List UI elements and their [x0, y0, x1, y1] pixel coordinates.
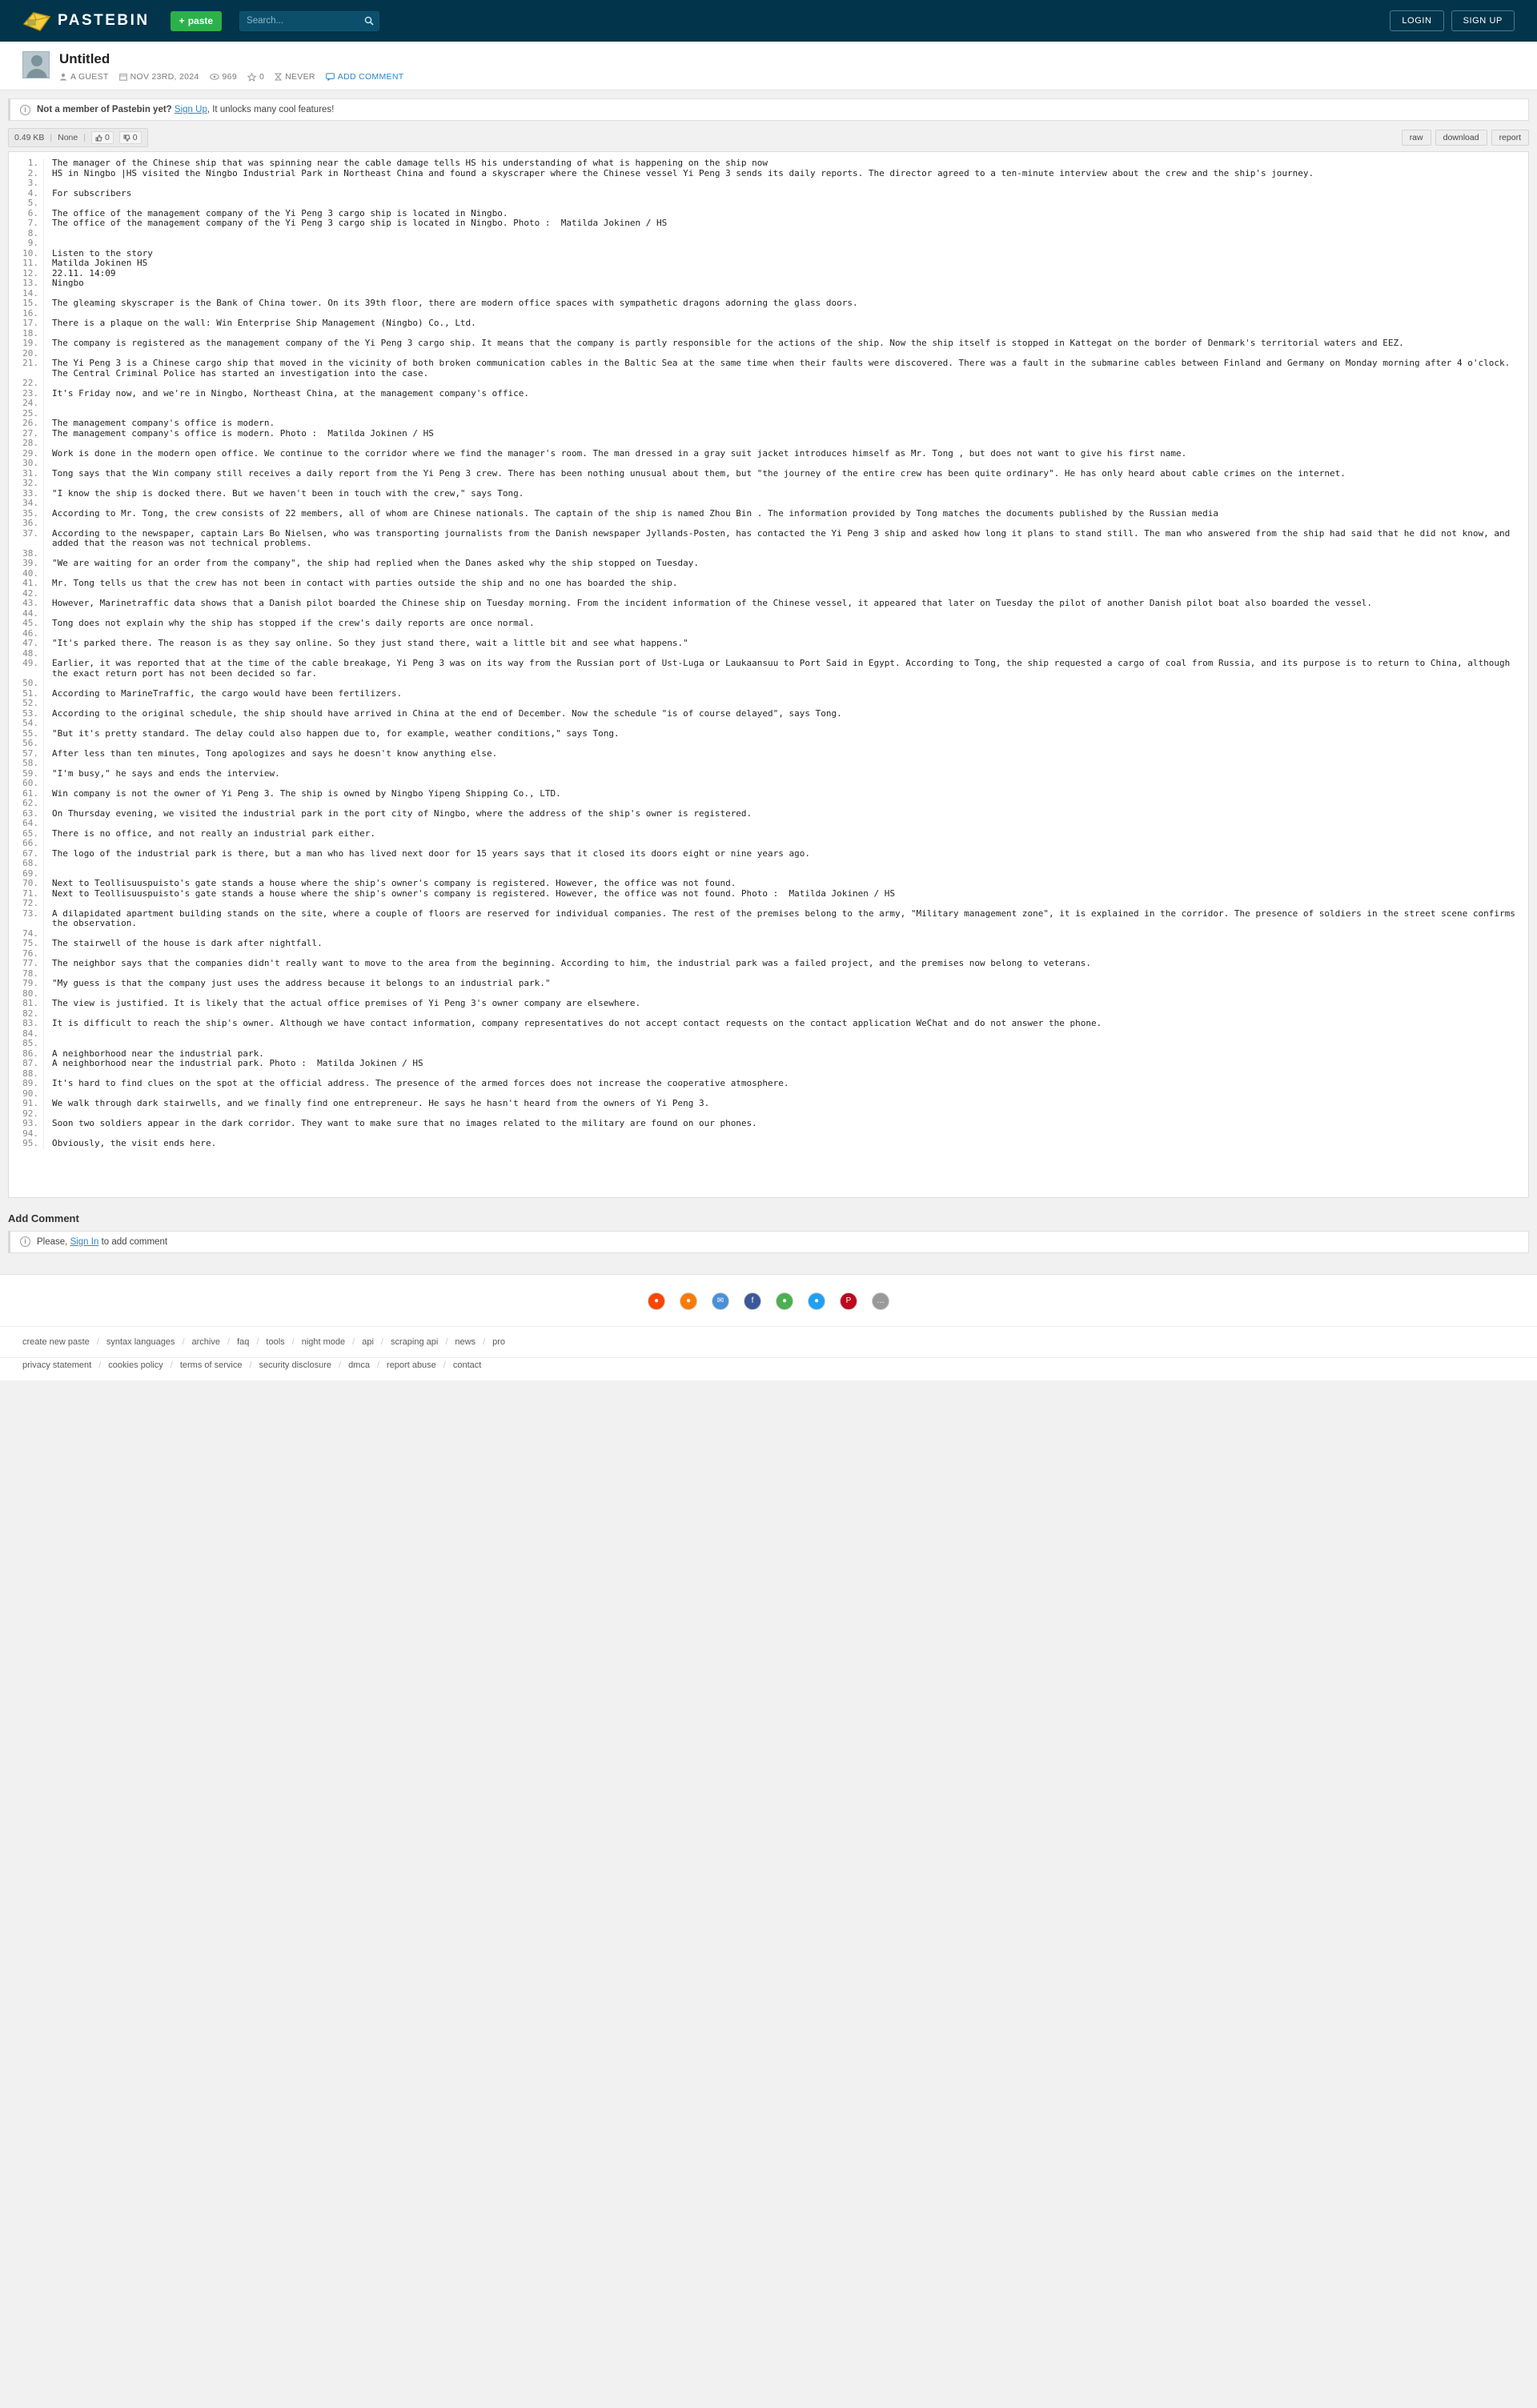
paste-line: However, Marinetraffic data shows that a Danish pilot boarded the Chinese ship on Tuesday morning. From the incident information of the Chinese vessel, it appeared that later on Tuesday the pilot of another Danish pilot boat also boarded the vessel. [52, 598, 1373, 608]
line-number: 46. [22, 627, 38, 639]
thumbs-down-icon [123, 134, 130, 142]
footer-divider: / [376, 1360, 380, 1370]
paste-line [52, 1029, 1528, 1040]
footer-link-faq[interactable]: faq [237, 1336, 250, 1347]
like-button[interactable] [91, 131, 114, 144]
paste-header [0, 42, 1537, 90]
notice-text [37, 105, 334, 114]
line-number-gutter [9, 158, 44, 1149]
footer-divider: / [352, 1336, 355, 1347]
line-number: 16. [22, 307, 38, 319]
footer-link-syntax-languages[interactable]: syntax languages [106, 1336, 175, 1347]
paste-line [52, 839, 1528, 849]
footer-divider: / [98, 1360, 102, 1370]
top-navigation-bar [0, 0, 1537, 42]
notice-rest: , It unlocks many cool features! [207, 105, 335, 114]
footer-divider: / [182, 1336, 185, 1347]
paste-line: "But it's pretty standard. The delay could also happen due to, for example, weather conditions," says Tong. [52, 727, 620, 739]
paste-line: The office of the management company of the Yi Peng 3 cargo ship is located in Ningbo. [52, 207, 508, 218]
eye-icon [210, 73, 219, 81]
line-number: 74. [22, 928, 38, 939]
line-number: 3. [27, 178, 38, 188]
line-number: 22. [22, 378, 38, 388]
page-body [0, 42, 1537, 1380]
footer-divider: / [339, 1360, 342, 1370]
meta-author-label: A GUEST [70, 72, 109, 82]
line-number: 63. [22, 807, 38, 819]
line-number: 43. [22, 598, 38, 608]
signup-button[interactable]: SIGN UP [1451, 10, 1515, 31]
footer-divider: / [227, 1336, 231, 1347]
line-number: 56. [22, 738, 38, 748]
signin-text [37, 1237, 167, 1247]
login-button[interactable]: LOGIN [1390, 10, 1443, 31]
line-number: 75. [22, 938, 38, 948]
footer-links-secondary [0, 1357, 1537, 1380]
line-number: 6. [27, 207, 38, 218]
paste-line [52, 198, 1528, 209]
notice-signup-link[interactable]: Sign Up [174, 105, 207, 114]
line-number: 57. [22, 747, 38, 759]
pinterest-icon[interactable]: P [840, 1292, 857, 1310]
line-number: 76. [22, 948, 38, 959]
dislike-button[interactable] [119, 131, 142, 144]
line-number: 77. [22, 958, 38, 968]
notice-bold: Not a member of Pastebin yet? [37, 105, 172, 114]
paste-line [52, 1039, 1528, 1049]
paste-line [52, 819, 1528, 829]
line-number: 58. [22, 758, 38, 768]
paste-line [52, 459, 1528, 469]
line-number: 44. [22, 607, 38, 619]
line-number: 60. [22, 778, 38, 788]
star-icon [247, 73, 256, 82]
line-number: 82. [22, 1008, 38, 1019]
paste-line: Tong does not explain why the ship has stopped if the crew's daily reports are once normal. [52, 618, 535, 628]
paste-line: The stairwell of the house is dark after nightfall. [52, 938, 323, 948]
paste-line: "It's parked there. The reason is as they say online. So they just stand there, wait a little bit and see what happens." [52, 638, 688, 648]
line-number: 87. [22, 1058, 38, 1068]
paste-line: Mr. Tong tells us that the crew has not been in contact with parties outside the ship and no one has boarded the ship. [52, 578, 678, 588]
line-number: 78. [22, 968, 38, 979]
line-number: 65. [22, 827, 38, 839]
paste-line [52, 859, 1528, 869]
paste-size: 0.49 KB [14, 133, 45, 142]
line-number: 15. [22, 298, 38, 308]
line-number: 92. [22, 1108, 38, 1119]
paste-line: The view is justified. It is likely that the actual office premises of Yi Peng 3's owner company are elsewhere. [52, 998, 641, 1008]
meta-favorites [247, 72, 264, 82]
line-number: 91. [22, 1098, 38, 1108]
new-paste-label: paste [187, 15, 214, 26]
signin-to-comment-notice [8, 1231, 1529, 1253]
meta-favorites-count: 0 [259, 72, 265, 82]
line-number: 11. [22, 258, 38, 268]
paste-line: According to the newspaper, captain Lars Bo Nielsen, who was transporting journalists from the Danish newspaper Jyllands-Posten, has contacted the Yi Peng 3 ship and asked how long it plans to stand still. The man who answered from the ship had said that he did not know, and added that the reason was not technical problems. [52, 527, 1515, 548]
line-number: 42. [22, 587, 38, 599]
signin-rest: to add comment [101, 1236, 168, 1247]
paste-line: It's Friday now, and we're in Ningbo, Northeast China, at the management company's office. [52, 387, 530, 399]
paste-line [52, 1129, 1528, 1140]
footer-link-create-new-paste[interactable]: create new paste [22, 1336, 90, 1347]
footer-links-primary [0, 1326, 1537, 1357]
line-number: 80. [22, 988, 38, 999]
line-number: 14. [22, 287, 38, 298]
add-comment-heading: Add Comment [8, 1212, 79, 1224]
paste-line [52, 178, 1528, 189]
meta-author [59, 72, 109, 82]
footer-link-pro[interactable]: pro [492, 1336, 506, 1347]
paste-line: Work is done in the modern open office. We continue to the corridor where we find the manager's room. The man dressed in a gray suit jacket introduces himself as Mr. Tong , but does not want to give his first name. [52, 447, 1187, 459]
avatar [22, 51, 50, 78]
paste-line: "We are waiting for an order from the company", the ship had replied when the Danes asked why the ship stopped on Tuesday. [52, 558, 699, 568]
paste-line: There is no office, and not really an industrial park either. [52, 827, 375, 839]
paste-language[interactable]: None [58, 133, 78, 142]
footer-divider: / [170, 1360, 173, 1370]
line-number: 21. [22, 358, 38, 368]
line-number: 94. [22, 1128, 38, 1139]
footer-link-archive[interactable]: archive [191, 1336, 220, 1347]
line-number: 24. [22, 398, 38, 408]
line-number: 4. [27, 187, 38, 198]
reddit-icon[interactable]: ● [648, 1292, 665, 1310]
line-number: 64. [22, 818, 38, 828]
paste-line: Obviously, the visit ends here. [52, 1138, 217, 1148]
line-number: 72. [22, 898, 38, 908]
line-number: 13. [22, 278, 38, 288]
line-number: 35. [22, 507, 38, 519]
signup-notice [8, 98, 1529, 121]
line-number: 36. [22, 518, 38, 528]
line-number: 37. [22, 527, 38, 539]
hourglass-icon [275, 73, 282, 81]
footer-divider: / [445, 1336, 448, 1347]
paste-content [8, 151, 1529, 1198]
line-number: 39. [22, 558, 38, 568]
paste-line: According to MarineTraffic, the cargo would have been fertilizers. [52, 687, 403, 699]
paste-line: A neighborhood near the industrial park. Photo : Matilda Jokinen / HS [52, 1058, 423, 1068]
line-number: 33. [22, 487, 38, 499]
meta-views [210, 72, 237, 82]
paste-title-block [59, 51, 403, 82]
line-number: 2. [27, 167, 38, 178]
line-number: 62. [22, 798, 38, 808]
line-number: 20. [22, 347, 38, 359]
more-icon[interactable]: … [872, 1292, 889, 1310]
page-footer [0, 1274, 1537, 1380]
line-number: 40. [22, 567, 38, 579]
info-icon: i [20, 105, 30, 115]
paste-line: The management company's office is modern. Photo : Matilda Jokinen / HS [52, 427, 434, 439]
line-number: 5. [27, 198, 38, 208]
search-icon[interactable] [364, 16, 374, 26]
paste-line: A dilapidated apartment building stands on the site, where a couple of floors are reserved for individual companies. The rest of the premises belong to the army, "Military management zone", it is explained in the corridor. The presence of soldiers in the street scene confirms the observation. [52, 908, 1521, 928]
search-box[interactable] [239, 11, 379, 31]
paste-line: 22.11. 14:09 [52, 267, 116, 278]
line-number: 95. [22, 1138, 38, 1148]
meta-date [119, 72, 199, 82]
footer-link-terms-of-service[interactable]: terms of service [179, 1360, 243, 1370]
paste-line: Tong says that the Win company still receives a daily report from the Yi Peng 3 crew. There has been nothing unusual about them, but "the journey of the entire crew has been quite ordinary". He has only heard about cable crimes on the internet. [52, 467, 1346, 479]
signin-please: Please, [37, 1236, 68, 1247]
comment-icon [326, 73, 335, 81]
like-count: 0 [104, 133, 110, 142]
paste-line: According to Mr. Tong, the crew consists of 22 members, all of whom are Chinese nationals. The captain of the ship is named Zhou Bin . The information provided by Tong matches the documents published by the Russian media [52, 507, 1218, 519]
report-button[interactable]: report [1491, 130, 1529, 146]
line-number: 66. [22, 838, 38, 848]
footer-link-privacy-statement[interactable]: privacy statement [22, 1360, 92, 1370]
paste-line: For subscribers [52, 187, 132, 198]
line-number: 93. [22, 1118, 38, 1128]
search-input[interactable] [239, 11, 379, 31]
footer-divider: / [483, 1336, 486, 1347]
paste-line: The company is registered as the management company of the Yi Peng 3 cargo ship. It means that the company is partly responsible for the actions of the ship. Now the ship itself is stopped in Kattegat on the border of Denmark's territorial waters and EEZ. [52, 338, 1404, 348]
clock-icon[interactable]: ● [680, 1292, 697, 1310]
line-number: 71. [22, 887, 38, 899]
line-number: 38. [22, 547, 38, 559]
toolbar-separator-2: | [83, 133, 86, 142]
dislike-count: 0 [132, 133, 138, 142]
line-number: 27. [22, 427, 38, 439]
line-number: 61. [22, 787, 38, 799]
new-paste-button[interactable] [171, 11, 222, 31]
line-number: 49. [22, 658, 38, 668]
footer-divider: / [96, 1336, 99, 1347]
line-number: 55. [22, 727, 38, 739]
paste-line: The logo of the industrial park is there, but a man who has lived next door for 15 years says that it closed its doors eight or nine years ago. [52, 847, 811, 859]
line-number: 30. [22, 458, 38, 468]
paste-line [52, 499, 1528, 509]
paste-line [52, 479, 1528, 489]
facebook-icon[interactable]: f [744, 1292, 761, 1310]
line-number: 12. [22, 267, 38, 278]
thumbs-up-icon [95, 134, 102, 142]
line-number: 7. [27, 218, 38, 228]
download-button[interactable]: download [1435, 130, 1487, 146]
footer-divider: / [291, 1336, 295, 1347]
footer-link-dmca[interactable]: dmca [348, 1360, 370, 1370]
paste-line: The manager of the Chinese ship that was spinning near the cable damage tells HS his understanding of what is happening on the ship now [52, 158, 768, 168]
footer-divider: / [249, 1360, 252, 1370]
auth-actions [1390, 10, 1515, 31]
calendar-icon [119, 73, 127, 81]
paste-line: We walk through dark stairwells, and we finally find one entrepreneur. He says he hasn't heard from the owners of Yi Peng 3. [52, 1098, 710, 1108]
paste-line: Next to Teollisuuspuisto's gate stands a house where the ship's owner's company is registered. However, the office was not found. [52, 878, 736, 888]
footer-link-security-disclosure[interactable]: security disclosure [259, 1360, 331, 1370]
line-number: 69. [22, 867, 38, 879]
line-number: 25. [22, 407, 38, 419]
page-title: Untitled [59, 51, 110, 66]
line-number: 10. [22, 247, 38, 258]
paste-line: HS in Ningbo |HS visited the Ningbo Industrial Park in Northeast China and found a skyscraper where the Chinese vessel Yi Peng 3 sends its daily reports. The director agreed to a ten-minute interview about the crew and the ship's journey. [52, 167, 1314, 178]
line-number: 51. [22, 687, 38, 699]
paste-line: Matilda Jokinen HS [52, 258, 148, 268]
line-number: 59. [22, 767, 38, 779]
line-number: 70. [22, 878, 38, 888]
paste-line: There is a plaque on the wall: Win Enterprise Ship Management (Ningbo) Co., Ltd. [52, 318, 476, 328]
paste-line: A neighborhood near the industrial park. [52, 1048, 264, 1059]
paste-line [52, 779, 1528, 789]
footer-link-news[interactable]: news [455, 1336, 476, 1347]
footer-link-report-abuse[interactable]: report abuse [387, 1360, 436, 1370]
line-number: 90. [22, 1088, 38, 1099]
paste-toolbar [8, 128, 1529, 147]
paste-text-lines[interactable] [44, 158, 1528, 1149]
meta-expiry [275, 72, 315, 82]
paste-line: Ningbo [52, 278, 84, 288]
line-number: 28. [22, 438, 38, 448]
line-number: 83. [22, 1018, 38, 1028]
twitter-icon[interactable]: ● [808, 1292, 825, 1310]
line-number: 23. [22, 387, 38, 399]
paste-line: The gleaming skyscraper is the Bank of China tower. On its 39th floor, there are modern office spaces with sympathetic dragons adorning the glass doors. [52, 298, 858, 308]
paste-line: It's hard to find clues on the spot at the official address. The presence of the armed forces does not increase the cooperative atmosphere. [52, 1078, 789, 1088]
line-number: 32. [22, 478, 38, 488]
paste-line [52, 799, 1528, 809]
info-icon-2: i [20, 1236, 30, 1247]
line-number: 79. [22, 978, 38, 988]
paste-line [52, 739, 1528, 749]
line-number: 29. [22, 447, 38, 459]
paste-info-group [8, 128, 148, 147]
paste-line: Soon two soldiers appear in the dark corridor. They want to make sure that no images related to the military are found on our phones. [52, 1118, 757, 1128]
add-comment-label: ADD COMMENT [337, 72, 404, 82]
mail-icon[interactable]: ✉ [712, 1292, 729, 1310]
line-number: 48. [22, 647, 38, 659]
line-number: 85. [22, 1038, 38, 1048]
paste-line [52, 899, 1528, 909]
pastebin-logo[interactable] [22, 10, 150, 32]
paste-line: The Yi Peng 3 is a Chinese cargo ship that moved in the vicinity of both broken communication cables in the Baltic Sea at the same time when their faults were discovered. There was a fault in the submarine cables between Finland and Germany on Monday morning after 4 o'clock. The Central Criminal Police has started an investigation into the case. [52, 358, 1515, 379]
signin-link[interactable]: Sign In [70, 1236, 99, 1247]
line-number: 88. [22, 1068, 38, 1079]
footer-link-contact[interactable]: contact [452, 1360, 482, 1370]
add-comment-link[interactable] [326, 72, 404, 82]
paste-line [52, 699, 1528, 709]
paste-line [52, 399, 1528, 409]
user-icon [59, 73, 67, 81]
line-number: 17. [22, 318, 38, 328]
brand-name: PASTEBIN [58, 12, 150, 29]
meta-date-label: NOV 23RD, 2024 [130, 72, 199, 82]
paste-line [52, 759, 1528, 769]
paste-line: "My guess is that the company just uses the address because it belongs to an industrial park." [52, 978, 551, 988]
line-number: 89. [22, 1078, 38, 1088]
line-number: 34. [22, 498, 38, 508]
paste-line [52, 439, 1528, 449]
paste-line: "I'm busy," he says and ends the interview. [52, 767, 280, 779]
line-number: 8. [27, 227, 38, 238]
line-number: 73. [22, 908, 38, 919]
meta-expiry-label: NEVER [285, 72, 315, 82]
footer-link-cookies-policy[interactable]: cookies policy [108, 1360, 163, 1370]
paste-line: Earlier, it was reported that at the time of the cable breakage, Yi Peng 3 was on its way from the Russian port of Ust-Luga or Laukaansuu to Port Said in Egypt. According to Tong, the ship requested a cargo of coal from Russia, and its purpose is to return to China, although the exact return port has not been decided so far. [52, 658, 1515, 679]
paste-line [52, 238, 1528, 249]
footer-link-tools[interactable]: tools [266, 1336, 285, 1347]
line-number: 41. [22, 578, 38, 588]
toolbar-separator: | [50, 133, 53, 142]
paste-line: It is difficult to reach the ship's owner. Although we have contact information, company representatives do not accept contact requests on the contact application WeChat and do not answer the phone. [52, 1018, 1102, 1028]
footer-divider: / [380, 1336, 383, 1347]
line-number: 54. [22, 718, 38, 728]
paste-actions [1402, 130, 1529, 146]
line-number: 18. [22, 327, 38, 339]
line-number: 45. [22, 618, 38, 628]
line-number: 31. [22, 467, 38, 479]
paste-line: According to the original schedule, the ship should have arrived in China at the end of December. Now the schedule "is of course delayed", says Tong. [52, 707, 842, 719]
paste-line: Win company is not the owner of Yi Peng 3. The ship is owned by Ningbo Yipeng Shipping Co., LTD. [52, 787, 561, 799]
line-number: 1. [27, 158, 38, 168]
footer-link-night-mode[interactable]: night mode [301, 1336, 346, 1347]
footer-divider: / [256, 1336, 259, 1347]
line-number: 81. [22, 998, 38, 1008]
paste-line [52, 379, 1528, 389]
line-number: 68. [22, 858, 38, 868]
line-number: 26. [22, 418, 38, 428]
paste-line [52, 719, 1528, 729]
line-number: 9. [27, 238, 38, 248]
line-number: 86. [22, 1048, 38, 1059]
paste-line: The office of the management company of the Yi Peng 3 cargo ship is located in Ningbo. Photo : Matilda Jokinen / HS [52, 218, 668, 228]
plus-icon: + [179, 15, 185, 26]
paste-meta [59, 72, 403, 82]
line-number: 84. [22, 1028, 38, 1039]
footer-link-api[interactable]: api [362, 1336, 374, 1347]
line-number: 52. [22, 698, 38, 708]
line-number: 67. [22, 847, 38, 859]
paste-line [52, 679, 1528, 689]
paste-line: Listen to the story [52, 247, 153, 258]
pastebin-logo-icon [22, 10, 51, 32]
paste-line: Next to Teollisuuspuisto's gate stands a house where the ship's owner's company is registered. However, the office was not found. Photo : Matilda Jokinen / HS [52, 887, 895, 899]
footer-divider: / [443, 1360, 446, 1370]
meta-views-count: 969 [222, 72, 237, 82]
paste-line: The neighbor says that the companies didn't really want to move to the area from the beginning. According to him, the industrial park was a failed project, and the premises now belong to veterans. [52, 958, 1092, 968]
paste-line [52, 519, 1528, 529]
raw-button[interactable]: raw [1402, 130, 1431, 146]
line-number: 50. [22, 678, 38, 688]
paste-line [52, 229, 1528, 239]
whatsapp-icon[interactable]: ● [776, 1292, 793, 1310]
footer-link-scraping-api[interactable]: scraping api [390, 1336, 439, 1347]
line-number: 47. [22, 638, 38, 648]
social-share-row [0, 1292, 1537, 1326]
line-number: 19. [22, 338, 38, 348]
paste-line: "I know the ship is docked there. But we haven't been in touch with the crew," says Tong. [52, 487, 524, 499]
paste-line: On Thursday evening, we visited the industrial park in the port city of Ningbo, where the address of the ship's owner is registered. [52, 807, 752, 819]
line-number: 53. [22, 707, 38, 719]
paste-line: The management company's office is modern. [52, 418, 275, 428]
paste-line: After less than ten minutes, Tong apologizes and says he doesn't know anything else. [52, 747, 498, 759]
